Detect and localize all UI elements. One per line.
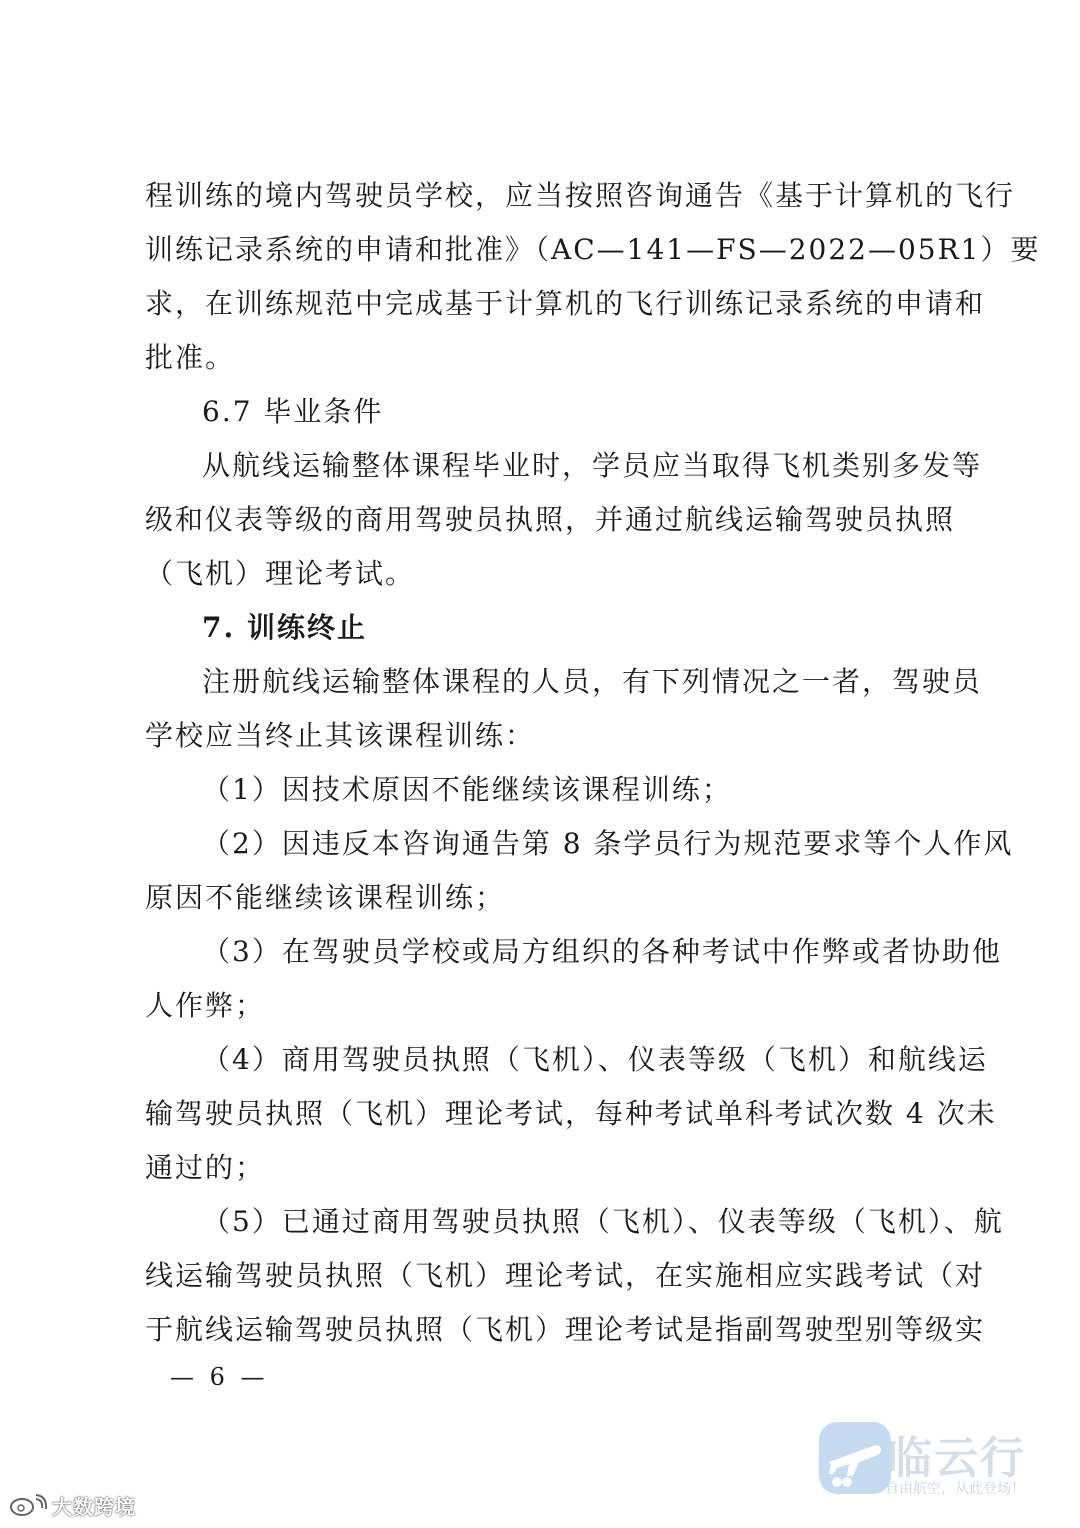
watermark-source-label: 大数跨境 bbox=[52, 1494, 136, 1519]
section-heading: 7. 训练终止 bbox=[202, 611, 367, 644]
list-item: （4）商用驾驶员执照（飞机）、仪表等级（飞机）和航线运 bbox=[202, 1043, 988, 1076]
text-line: 级和仪表等级的商用驾驶员执照，并通过航线运输驾驶员执照 bbox=[145, 503, 956, 536]
weibo-icon bbox=[8, 1493, 48, 1517]
text-line: 原因不能继续该课程训练； bbox=[145, 881, 506, 914]
text-line: 于航线运输驾驶员执照（飞机）理论考试是指副驾驶型别等级实 bbox=[145, 1313, 986, 1346]
list-item: （5）已通过商用驾驶员执照（飞机）、仪表等级（飞机）、航 bbox=[202, 1205, 1004, 1238]
watermark-slogan: 自由航空，从此登场！ bbox=[885, 1481, 1025, 1497]
list-item: （1）因技术原因不能继续该课程训练； bbox=[202, 773, 732, 806]
text-line: 训练记录系统的申请和批准》（AC—141—FS—2022—05R1）要 bbox=[145, 233, 1041, 266]
text-line: 从航线运输整体课程毕业时，学员应当取得飞机类别多发等 bbox=[202, 449, 983, 482]
source-watermark bbox=[8, 1492, 136, 1518]
text-line: 注册航线运输整体课程的人员，有下列情况之一者，驾驶员 bbox=[202, 665, 983, 698]
list-item: （3）在驾驶员学校或局方组织的各种考试中作弊或者协助他 bbox=[202, 935, 1002, 968]
plane-logo-icon bbox=[815, 1418, 895, 1498]
watermark-brand: 临云行 bbox=[888, 1433, 1026, 1484]
text-line: （飞机）理论考试。 bbox=[145, 557, 416, 590]
text-line: 程训练的境内驾驶员学校，应当按照咨询通告《基于计算机的飞行 bbox=[145, 179, 1016, 212]
text-line: 通过的； bbox=[145, 1151, 266, 1184]
text-line: 线运输驾驶员执照（飞机）理论考试，在实施相应实践考试（对 bbox=[145, 1259, 986, 1292]
list-item: （2）因违反本咨询通告第 8 条学员行为规范要求等个人作风 bbox=[202, 827, 1014, 860]
section-heading: 6.7 毕业条件 bbox=[202, 395, 384, 428]
text-line: 学校应当终止其该课程训练： bbox=[145, 719, 536, 752]
text-line: 人作弊； bbox=[145, 989, 266, 1022]
text-line: 求，在训练规范中完成基于计算机的飞行训练记录系统的申请和 bbox=[145, 287, 986, 320]
page-number: — 6 — bbox=[170, 1363, 269, 1391]
text-line: 批准。 bbox=[145, 341, 236, 374]
text-line: 输驾驶员执照（飞机）理论考试，每种考试单科考试次数 4 次未 bbox=[145, 1097, 997, 1130]
